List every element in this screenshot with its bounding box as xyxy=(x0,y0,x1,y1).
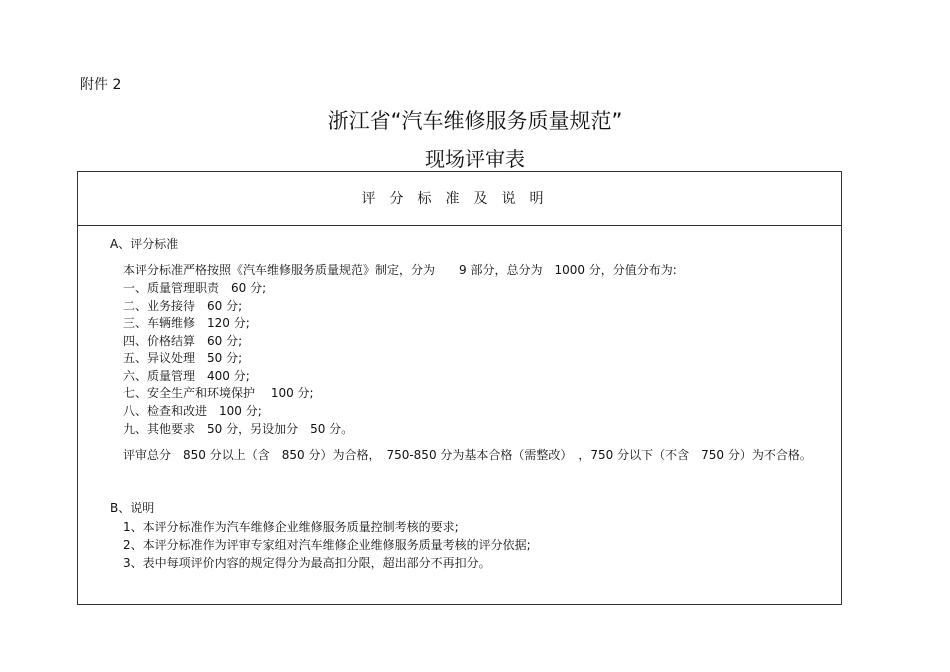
score-item: 四、价格结算 60 分; xyxy=(123,334,243,348)
score-item: 三、车辆维修 120 分; xyxy=(123,316,250,330)
score-item: 九、其他要求 50 分，另设加分 50 分。 xyxy=(123,422,354,436)
score-item: 五、异议处理 50 分; xyxy=(123,351,243,365)
criteria-table-header: 评分标准及说明 xyxy=(78,172,841,226)
attachment-label: 附件 2 xyxy=(80,77,122,93)
score-item: 六、质量管理 400 分; xyxy=(123,369,250,383)
document-title: 浙江省“汽车维修服务质量规范” xyxy=(327,109,623,133)
section-a-intro: 本评分标准严格按照《汽车维修服务质量规范》制定，分为 9 部分，总分为 1000 分，分值分布为: xyxy=(123,263,677,277)
score-summary: 评审总分 850 分以上（含 850 分）为合格， 750-850 分为基本合格（需整改） ，750 分以下（不含 750 分）为不合格。 xyxy=(123,448,812,462)
score-item: 二、业务接待 60 分; xyxy=(123,299,243,313)
document-subtitle: 现场评审表 xyxy=(425,147,525,171)
section-a-heading: A、评分标准 xyxy=(110,237,179,251)
note-item: 3、表中每项评价内容的规定得分为最高扣分限，超出部分不再扣分。 xyxy=(123,556,491,570)
score-item: 一、质量管理职责 60 分; xyxy=(123,281,267,295)
note-item: 2、本评分标准作为评审专家组对汽车维修企业维修服务质量考核的评分依据; xyxy=(123,538,531,552)
note-item: 1、本评分标准作为汽车维修企业维修服务质量控制考核的要求; xyxy=(123,520,459,534)
criteria-table xyxy=(77,171,842,605)
score-item: 七、安全生产和环境保护 100 分; xyxy=(123,386,314,400)
section-b-heading: B、说明 xyxy=(110,501,155,515)
score-item: 八、检查和改进 100 分; xyxy=(123,404,262,418)
